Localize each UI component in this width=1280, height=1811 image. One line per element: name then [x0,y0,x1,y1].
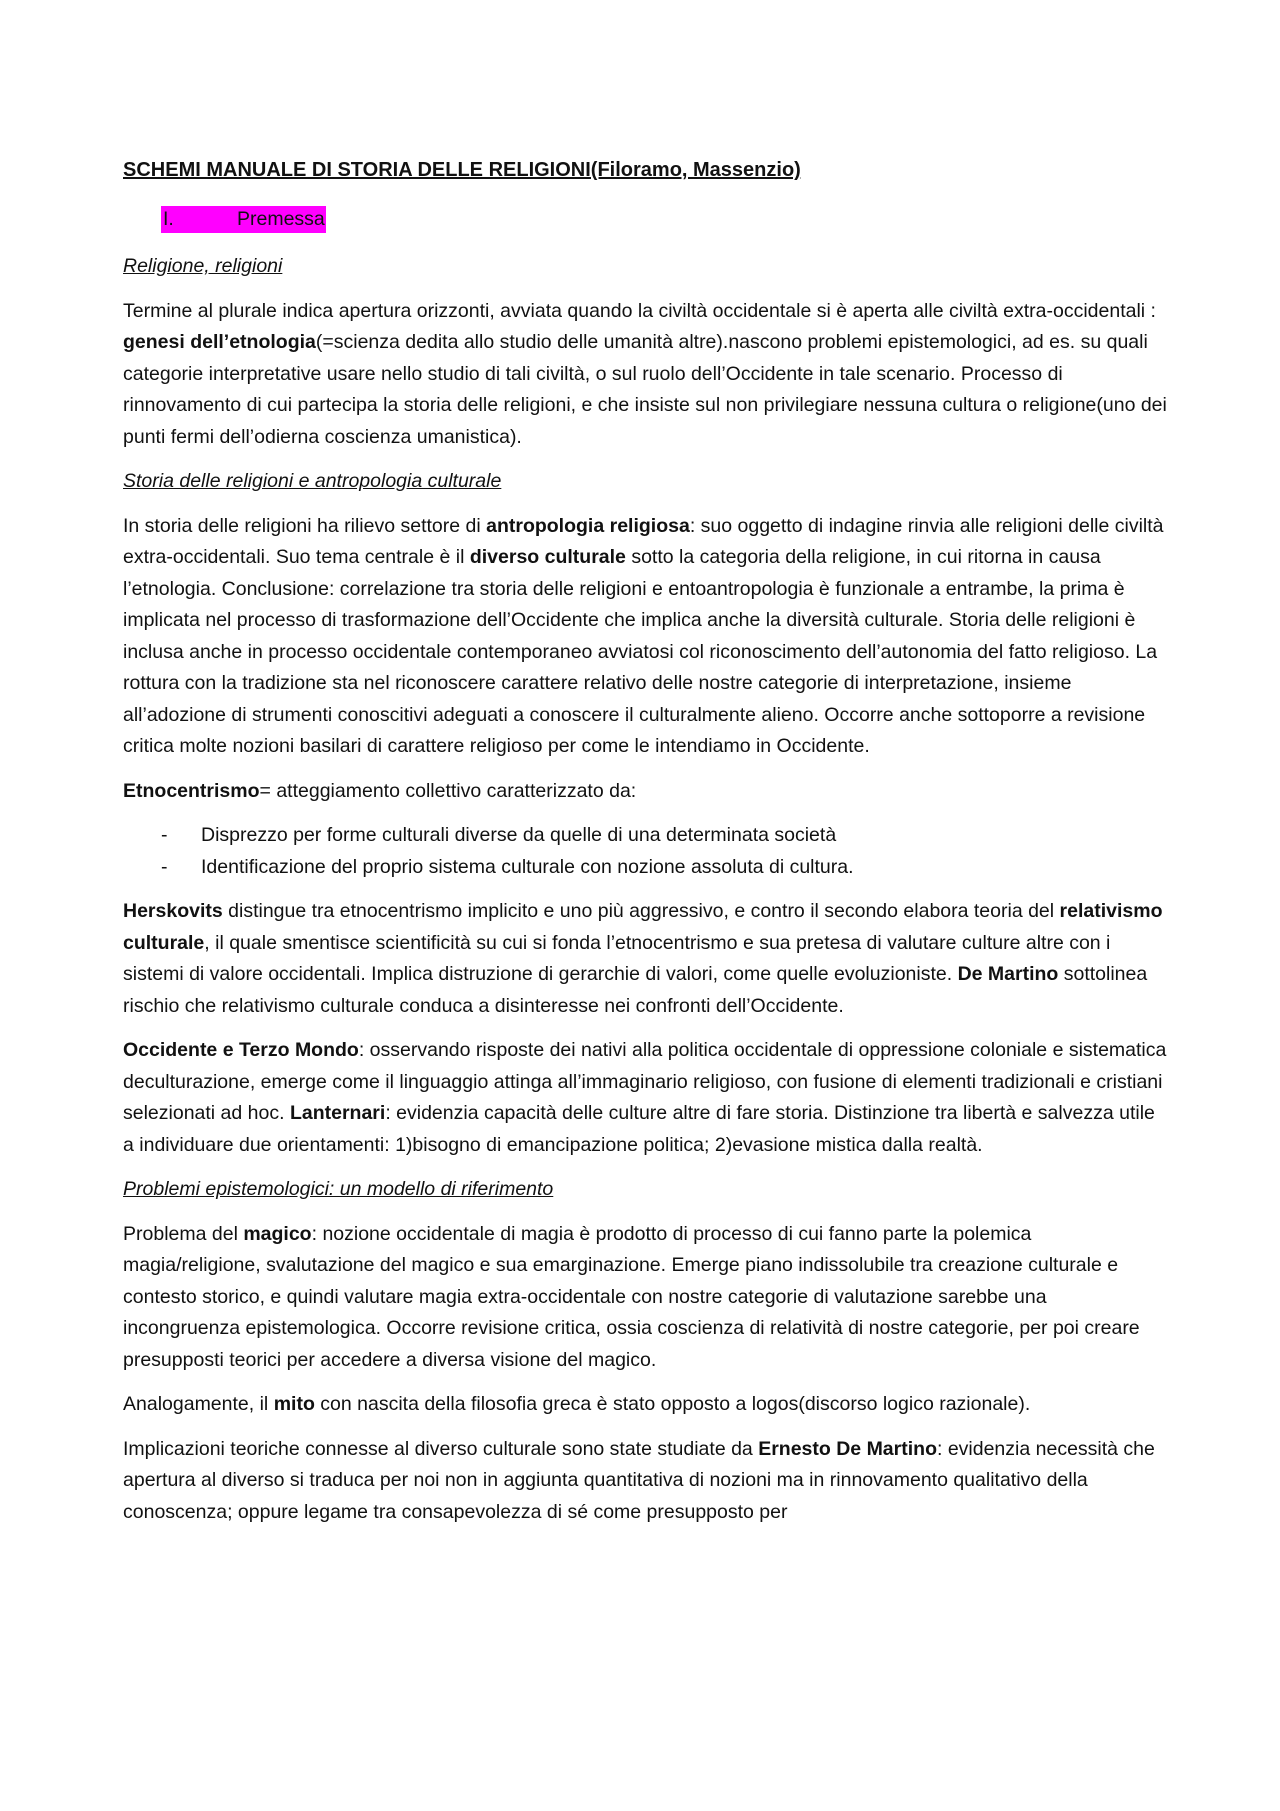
dash-mark: - [161,855,168,878]
section-label: Premessa [237,207,325,230]
document-page [123,155,1167,1541]
section-heading-highlight [161,206,326,233]
list-item: - Disprezzo per forme culturali diverse da quelle di una determinata società [161,820,1167,852]
subheading-problemi: Problemi epistemologici: un modello di riferimento [123,1178,554,1200]
paragraph-religione: Termine al plurale indica apertura orizzonti, avviata quando la civiltà occidentale si è aperta alle civiltà extra-occidentali : genesi dell’etnologia(=scienza dedita allo studio delle umanità altre).nascono problemi epistemologici, ad es. su quali categorie interpretative usare nello studio di tali civiltà, o sul ruolo dell’Occidente in tale scenario. Processo di rinnovamento di cui partecipa la storia delle religioni, e che insiste sul non privilegiare nessuna cultura o religione(uno dei punti fermi dell’odierna coscienza umanistica). [123,299,1167,448]
section-number: I. [163,207,174,230]
paragraph-magico: Problema del magico: nozione occidentale di magia è prodotto di processo di cui fanno parte la polemica magia/religione, svalutazione del magico e sua emarginazione. Emerge piano indissolubile tra creazione culturale e contesto storico, e quindi valutare magia extra-occidentale con nostre categorie di valutazione sarebbe una incongruenza epistemologica. Occorre revisione critica, ossia coscienza di relatività di nostre categorie, per poi creare presupposti teorici per accedere a diversa visione del magico. [123,1222,1140,1371]
dash-mark: - [161,824,168,846]
paragraph-terzo-mondo: Occidente e Terzo Mondo: osservando risposte dei nativi alla politica occidentale di oppressione coloniale e sistematica deculturazione, emerge come il linguaggio attinga all’immaginario religioso, con fusione di elementi tradizionali e cristiani selezionati ad hoc. Lanternari: evidenzia capacità delle culture altre di fare storia. Distinzione tra libertà e salvezza utile a individuare due orientamenti: 1)bisogno di emancipazione politica; 2)evasione mistica dalla realtà. [123,1039,1167,1156]
subheading-religione: Religione, religioni [123,255,283,277]
paragraph-de-martino: Implicazioni teoriche connesse al diverso culturale sono state studiate da Ernesto De Martino: evidenzia necessità che apertura al diverso si traduca per noi non in aggiunta quantitativa di nozioni ma in rinnovamento qualitativo della conoscenza; oppure legame tra consapevolezza di sé come presupposto per [123,1437,1155,1523]
document-title: SCHEMI MANUALE DI STORIA DELLE RELIGIONI(Filoramo, Massenzio) [123,159,801,181]
paragraph-etnocentrismo: Etnocentrismo= atteggiamento collettivo caratterizzato da: [123,779,637,802]
section-heading [161,204,1167,236]
paragraph-herskovits: Herskovits distingue tra etnocentrismo implicito e uno più aggressivo, e contro il secondo elabora teoria del relativismo culturale, il quale smentisce scientificità su cui si fonda l’etnocentrismo e sua pretesa di valutare culture altre con i sistemi di valore occidentali. Implica distruzione di gerarchie di valori, come quelle evoluzioniste. De Martino sottolinea rischio che relativismo culturale conduca a disinteresse nei confronti dell’Occidente. [123,900,1163,1017]
paragraph-antropologia: In storia delle religioni ha rilievo settore di antropologia religiosa: suo oggetto di indagine rinvia alle religioni delle civiltà extra-occidentali. Suo tema centrale è il diverso culturale sotto la categoria della religione, in cui ritorna in causa l’etnologia. Conclusione: correlazione tra storia delle religioni e entoantropologia è funzionale a entrambe, la prima è implicata nel processo di trasformazione dell’Occidente che implica anche la diversità culturale. Storia delle religioni è inclusa anche in processo occidentale contemporaneo avviatosi col riconoscimento dell’autonomia del fatto religioso. La rottura con la tradizione sta nel riconoscere carattere relativo delle nostre categorie di interpretazione, insieme all’adozione di strumenti conoscitivi adeguati a conoscere il culturalmente alieno. Occorre anche sottoporre a revisione critica molte nozioni basilari di carattere religioso per come le intendiamo in Occidente. [123,514,1164,757]
dash-list [161,820,1167,883]
list-item: - Identificazione del proprio sistema culturale con nozione assoluta di cultura. [161,852,1167,884]
subheading-antropologia: Storia delle religioni e antropologia culturale [123,470,502,492]
paragraph-mito: Analogamente, il mito con nascita della filosofia greca è stato opposto a logos(discorso logico razionale). [123,1393,1031,1415]
